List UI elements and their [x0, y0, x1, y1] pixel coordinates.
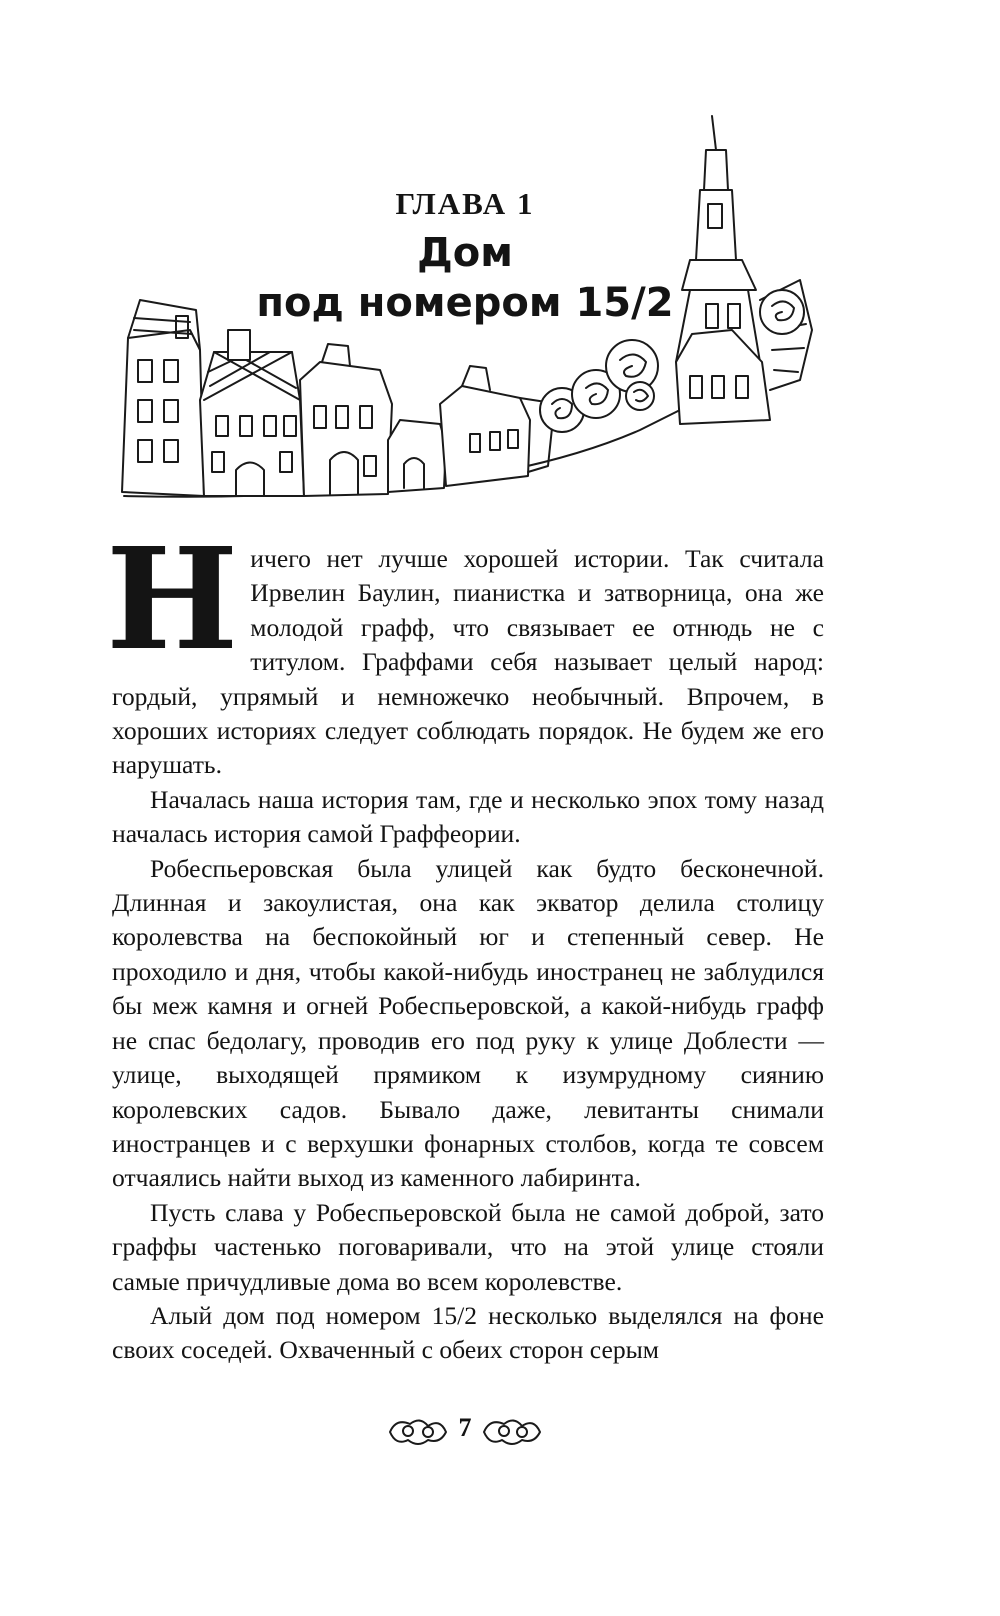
house-icon: [122, 300, 204, 496]
chapter-title-line: под номером 15/2: [256, 280, 674, 326]
paragraph: Робеспьеровская была улицей как будто бесконечной. Длинная и закоулистая, она как экватор делила столицу королевства на беспокойный юг и степенный север. Не проходило и дня, чтобы какой-нибудь иностранец не заблудился бы меж камня и огней Робеспьеровской, а какой-нибудь графф не спас бедолагу, проводив его под руку к улице Доблести — улице, выходящей прямиком к изумрудному сиянию королевских садов. Бывало даже, левитанты снимали иностранцев и с верхушки фонарных столбов, когда те совсем отчаялись найти выход из каменного лабиринта.: [112, 853, 824, 1193]
paragraph: Началась наша история там, где и несколько эпох тому назад началась история самой Граффеории.: [112, 784, 824, 849]
house-icon: [200, 330, 304, 496]
paragraph: Пусть слава у Робеспьеровской была не самой доброй, зато граффы частенько поговаривали, что на этой улице стояли самые причудливые дома во всем королевстве.: [112, 1197, 824, 1296]
house-icon: [300, 344, 392, 496]
paragraph-text: ичего нет лучше хорошей истории. Так считала Ирвелин Баулин, пианистка и затворница, она же молодой графф, что связывает ее отнюдь не с титулом. Граффами себя называет целый народ: гордый, упрямый и немножечко необычный. Впрочем, в хороших историях следует соблюдать порядок. Не будем же его нарушать.: [112, 544, 824, 780]
shrub-icon: [540, 340, 658, 432]
house-icon: [388, 420, 446, 492]
paragraph: [106, 518, 824, 783]
drop-cap: Н: [106, 518, 239, 682]
chapter-title: [0, 228, 930, 328]
house-icon: [440, 366, 552, 486]
chapter-label: ГЛАВА 1: [395, 186, 535, 221]
page-number: 7: [458, 1413, 472, 1442]
chapter-text: [106, 518, 824, 1368]
paragraph: Алый дом под номером 15/2 несколько выделялся на фоне своих соседей. Охваченный с обеих сторон серым: [112, 1300, 824, 1365]
chapter-title-line: Дом: [417, 230, 513, 276]
